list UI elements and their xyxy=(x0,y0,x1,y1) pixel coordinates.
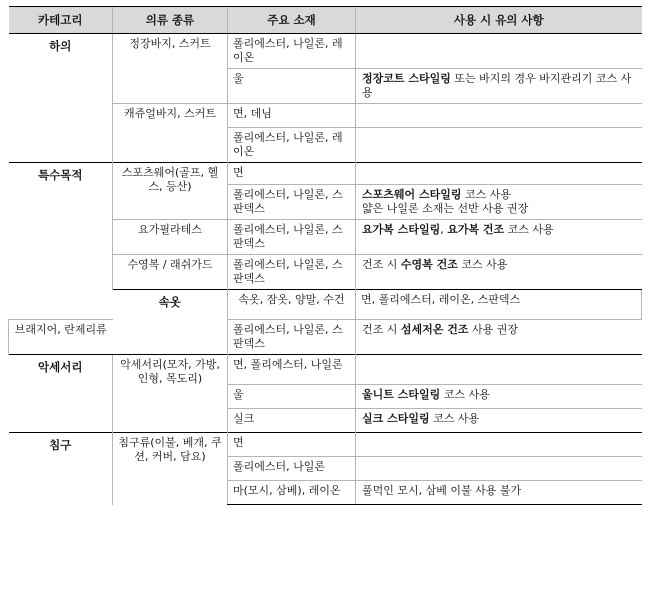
caution-bold-text: 섬세저온 건조 xyxy=(400,323,469,336)
caution-cell xyxy=(356,185,642,220)
table-row xyxy=(9,320,642,355)
material-cell: 폴리에스터, 나일론, 레이온 xyxy=(228,34,356,69)
caution-bold-text: 요가복 건조 xyxy=(447,223,505,236)
material-cell: 면, 폴리에스터, 레이온, 스판덱스 xyxy=(356,290,642,320)
caution-text: 코스 사용 xyxy=(504,223,554,236)
material-cell: 면 xyxy=(228,433,356,457)
material-cell: 울 xyxy=(228,69,356,104)
category-special: 특수목적 xyxy=(9,163,113,320)
caution-cell xyxy=(356,128,642,163)
caution-cell xyxy=(356,220,642,255)
material-cell: 면, 데님 xyxy=(228,104,356,128)
garment-type-cell: 정장바지, 스커트 xyxy=(113,34,228,104)
header-row xyxy=(9,7,642,34)
garment-type-cell: 침구류(이불, 베개, 쿠션, 커버, 담요) xyxy=(113,433,228,505)
garment-type-cell: 캐쥬얼바지, 스커트 xyxy=(113,104,228,163)
garment-type-cell: 악세서리(모자, 가방, 인형, 목도리) xyxy=(113,355,228,433)
care-guide-table xyxy=(8,6,642,505)
caution-cell xyxy=(356,255,642,290)
category-underwear: 속옷 xyxy=(113,290,228,355)
material-cell: 마(모시, 삼베), 레이온 xyxy=(228,481,356,505)
caution-cell xyxy=(356,457,642,481)
caution-cell xyxy=(356,34,642,69)
material-cell: 폴리에스터, 나일론 xyxy=(228,457,356,481)
caution-text-line2: 얇은 나일론 소재는 선반 사용 권장 xyxy=(362,202,529,215)
caution-cell xyxy=(356,104,642,128)
table-row xyxy=(9,163,642,185)
material-cell: 폴리에스터, 나일론, 레이온 xyxy=(228,128,356,163)
caution-text: 또는 바지의 경우 바지관리기 코스 사용 xyxy=(362,72,632,99)
garment-type-cell: 스포츠웨어(골프, 헬스, 등산) xyxy=(113,163,228,220)
header-category: 카테고리 xyxy=(9,7,113,34)
material-cell: 면, 폴리에스터, 나일론 xyxy=(228,355,356,385)
caution-bold-text: 요가복 스타일링 xyxy=(362,223,441,236)
category-accessory: 악세서리 xyxy=(9,355,113,433)
category-bedding: 침구 xyxy=(9,433,113,505)
caution-text: 코스 사용 xyxy=(457,258,508,271)
caution-cell xyxy=(356,163,642,185)
table-row xyxy=(9,433,642,457)
caution-bold-text: 울니트 스타일링 xyxy=(362,388,441,401)
caution-separator: , xyxy=(440,223,448,236)
caution-text: 코스 사용 xyxy=(461,188,511,201)
caution-text: 건조 시 xyxy=(362,323,401,336)
caution-cell xyxy=(356,433,642,457)
material-cell: 폴리에스터, 나일론, 스판덱스 xyxy=(228,255,356,290)
material-cell: 폴리에스터, 나일론, 스판덱스 xyxy=(228,320,356,355)
garment-type-cell: 요가필라테스 xyxy=(113,220,228,255)
table-row xyxy=(9,34,642,69)
caution-cell xyxy=(356,69,642,104)
caution-bold-text: 스포츠웨어 스타일링 xyxy=(362,188,462,201)
header-caution: 사용 시 유의 사항 xyxy=(356,7,642,34)
caution-bold-text: 실크 스타일링 xyxy=(362,412,430,425)
caution-bold-text: 수영복 건조 xyxy=(400,258,458,271)
material-cell: 폴리에스터, 나일론, 스판덱스 xyxy=(228,220,356,255)
material-cell: 실크 xyxy=(228,409,356,433)
caution-cell xyxy=(356,320,642,355)
caution-text: 건조 시 xyxy=(362,258,401,271)
caution-cell xyxy=(356,409,642,433)
caution-text: 코스 사용 xyxy=(429,412,480,425)
category-bottoms: 하의 xyxy=(9,34,113,163)
table-row xyxy=(9,355,642,385)
caution-text: 코스 사용 xyxy=(440,388,490,401)
header-material: 주요 소재 xyxy=(228,7,356,34)
material-cell: 면 xyxy=(228,163,356,185)
material-cell: 폴리에스터, 나일론, 스판덱스 xyxy=(228,185,356,220)
garment-type-cell: 수영복 / 래쉬가드 xyxy=(113,255,228,290)
caution-bold-text: 정장코트 스타일링 xyxy=(362,72,451,85)
garment-type-cell: 속옷, 잠옷, 양말, 수건 xyxy=(228,290,356,320)
caution-cell: 풀먹인 모시, 삼베 이불 사용 불가 xyxy=(356,481,642,505)
material-cell: 울 xyxy=(228,385,356,409)
care-guide-table-wrapper xyxy=(8,6,642,505)
caution-cell xyxy=(356,355,642,385)
caution-cell xyxy=(356,385,642,409)
header-garment-type: 의류 종류 xyxy=(113,7,228,34)
garment-type-cell: 브래지어, 란제리류 xyxy=(9,320,113,355)
caution-text: 사용 권장 xyxy=(468,323,518,336)
